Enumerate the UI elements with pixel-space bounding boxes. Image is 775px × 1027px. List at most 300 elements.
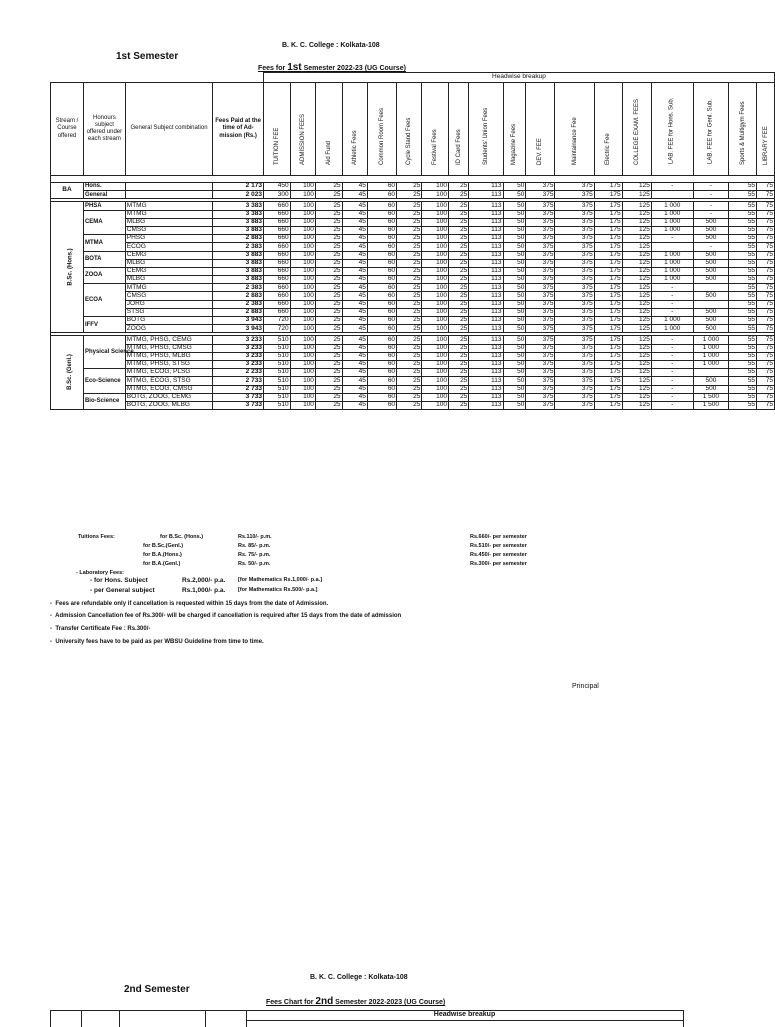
head-value-cell: 125 xyxy=(622,284,651,292)
head-value-cell: 125 xyxy=(622,202,651,210)
head-value-cell: 60 xyxy=(367,284,396,292)
head-value-cell: - xyxy=(651,352,693,360)
head-value-cell: 100 xyxy=(422,325,449,333)
head-value-cell: 25 xyxy=(397,226,422,234)
head-value-cell: 175 xyxy=(594,218,622,226)
head-value-cell: 125 xyxy=(622,210,651,218)
fees-title-sem2-ordinal: 2nd xyxy=(315,996,334,1007)
head-value-cell: 25 xyxy=(315,344,342,352)
head-value-cell: 375 xyxy=(555,202,594,210)
head-value-cell: 75 xyxy=(757,259,775,267)
head-value-cell: 45 xyxy=(342,300,367,308)
table-row xyxy=(51,267,775,275)
head-value-cell: 25 xyxy=(449,218,469,226)
head-value-cell: 25 xyxy=(449,308,469,316)
head-value-cell: 25 xyxy=(315,377,342,385)
head-value-cell: 113 xyxy=(469,183,503,191)
head-value-cell: 50 xyxy=(503,336,526,344)
head-value-cell: - xyxy=(693,210,729,218)
head-value-cell: 25 xyxy=(397,276,422,284)
head-value-cell: 510 xyxy=(263,336,290,344)
head-value-cell: 55 xyxy=(729,317,757,325)
head-value-cell: 55 xyxy=(729,267,757,275)
head-value-cell: 500 xyxy=(693,317,729,325)
head-value-cell: 100 xyxy=(422,226,449,234)
head-value-cell: 75 xyxy=(757,226,775,234)
head-value-cell: 113 xyxy=(469,292,503,300)
head-value-cell: 175 xyxy=(594,251,622,259)
head-value-cell: 375 xyxy=(555,344,594,352)
head-value-cell: 125 xyxy=(622,344,651,352)
head-value-cell: 60 xyxy=(367,352,396,360)
head-value-cell: 100 xyxy=(290,226,315,234)
tuition-ba-genl-monthly: Rs. 50/- p.m. xyxy=(238,561,271,567)
head-value-cell: 25 xyxy=(397,325,422,333)
head-value-cell: 375 xyxy=(526,259,555,267)
head-value-cell: 55 xyxy=(729,352,757,360)
table-row xyxy=(51,292,775,300)
tuition-bsc-hons-monthly: Rs.110/- p.m. xyxy=(238,534,272,540)
head-value-cell: 500 xyxy=(693,235,729,243)
head-value-cell: 25 xyxy=(315,243,342,251)
head-value-cell: 175 xyxy=(594,292,622,300)
head-value-cell: 375 xyxy=(555,226,594,234)
head-value-cell: 1 000 xyxy=(651,202,693,210)
head-value-cell: 25 xyxy=(397,352,422,360)
head-value-cell: 375 xyxy=(555,325,594,333)
head-value-cell: 100 xyxy=(422,183,449,191)
head-value-cell: 75 xyxy=(757,336,775,344)
head-value-cell: 100 xyxy=(422,235,449,243)
head-value-cell: 113 xyxy=(469,235,503,243)
honours-subject-cell: MTMA xyxy=(83,235,125,251)
lab-hons-label: - for Hons. Subject xyxy=(90,577,148,584)
head-value-cell: 375 xyxy=(526,344,555,352)
head-value-cell: 175 xyxy=(594,325,622,333)
head-value-cell: 55 xyxy=(729,218,757,226)
head-value-cell: 100 xyxy=(422,385,449,393)
head-value-cell: 60 xyxy=(367,243,396,251)
head-value-cell: 375 xyxy=(555,259,594,267)
general-combination-cell: MTMG, ECOG, PLSG xyxy=(125,369,212,377)
head-value-cell: 375 xyxy=(555,235,594,243)
head-value-cell: 125 xyxy=(622,317,651,325)
head-value-cell: 100 xyxy=(290,183,315,191)
head-value-cell: 25 xyxy=(397,243,422,251)
head-value-cell: 25 xyxy=(397,360,422,368)
head-value-cell: 100 xyxy=(290,308,315,316)
head-value-cell: 55 xyxy=(729,393,757,401)
head-value-cell: 1 000 xyxy=(651,218,693,226)
head-value-cell: 100 xyxy=(290,243,315,251)
head-value-cell: 113 xyxy=(469,218,503,226)
head-value-cell: 100 xyxy=(290,251,315,259)
fee-table-sem2-partial xyxy=(50,1010,684,1027)
head-value-cell: 375 xyxy=(526,284,555,292)
head-value-cell: 60 xyxy=(367,369,396,377)
general-combination-cell: BOTG xyxy=(125,317,212,325)
head-value-cell: 45 xyxy=(342,202,367,210)
head-value-cell: 25 xyxy=(397,235,422,243)
head-value-cell: 60 xyxy=(367,317,396,325)
col-honours-header: Honours subject offered under each stream xyxy=(83,83,125,176)
head-value-cell: 25 xyxy=(397,308,422,316)
head-value-cell: 45 xyxy=(342,235,367,243)
head-value-cell: 510 xyxy=(263,369,290,377)
head-value-cell: 25 xyxy=(315,308,342,316)
head-value-cell: 55 xyxy=(729,226,757,234)
head-value-cell: 45 xyxy=(342,243,367,251)
head-value-cell: 375 xyxy=(526,210,555,218)
head-value-cell: 75 xyxy=(757,360,775,368)
head-value-cell: 100 xyxy=(290,377,315,385)
head-value-cell: 25 xyxy=(315,202,342,210)
tuition-bsc-hons-semester: Rs.660/- per semester xyxy=(470,534,527,540)
head-value-cell: 175 xyxy=(594,401,622,409)
general-combination-cell: MTMG, PHSG, MLBG xyxy=(125,352,212,360)
head-value-cell: 500 xyxy=(693,267,729,275)
head-value-cell: 60 xyxy=(367,300,396,308)
head-value-cell: 25 xyxy=(449,284,469,292)
head-value-cell: 25 xyxy=(315,369,342,377)
head-value-cell: 375 xyxy=(555,385,594,393)
general-combination-cell: MTMG, PHSG, STSG xyxy=(125,360,212,368)
head-value-cell: 45 xyxy=(342,401,367,409)
head-value-cell: 55 xyxy=(729,344,757,352)
head-value-cell: 50 xyxy=(503,183,526,191)
head-value-cell: 113 xyxy=(469,267,503,275)
head-value-cell: 375 xyxy=(526,336,555,344)
head-value-cell: 113 xyxy=(469,202,503,210)
head-value-cell: 50 xyxy=(503,393,526,401)
head-value-cell: 375 xyxy=(555,292,594,300)
head-value-cell: 500 xyxy=(693,251,729,259)
fees-title-sem2-prefix: Fees Chart for xyxy=(266,999,314,1006)
head-value-cell: 100 xyxy=(290,218,315,226)
fees-paid-cell: 2 383 xyxy=(213,300,264,308)
head-value-cell: 25 xyxy=(397,183,422,191)
head-value-cell: 500 xyxy=(693,226,729,234)
head-value-cell: 100 xyxy=(422,401,449,409)
head-value-cell: 55 xyxy=(729,235,757,243)
head-value-cell: 75 xyxy=(757,393,775,401)
head-value-cell: 125 xyxy=(622,183,651,191)
head-col-2: Aid Fund xyxy=(315,83,342,176)
honours-subject-cell: General xyxy=(83,191,125,199)
head-value-cell: 113 xyxy=(469,243,503,251)
head-value-cell: 60 xyxy=(367,251,396,259)
table-row xyxy=(51,284,775,292)
head-value-cell: 50 xyxy=(503,300,526,308)
head-value-cell: 25 xyxy=(449,183,469,191)
head-value-cell: 175 xyxy=(594,284,622,292)
fees-paid-cell: 3 883 xyxy=(213,251,264,259)
head-value-cell: 660 xyxy=(263,292,290,300)
tuition-ba-genl-semester: Rs.300/- per semester xyxy=(470,561,527,567)
head-value-cell: 375 xyxy=(526,243,555,251)
head-value-cell: 100 xyxy=(290,360,315,368)
head-value-cell: 25 xyxy=(315,300,342,308)
head-value-cell: 50 xyxy=(503,360,526,368)
head-value-cell: 375 xyxy=(526,393,555,401)
honours-subject-cell: IFFV xyxy=(83,317,125,333)
head-value-cell: 1 000 xyxy=(651,259,693,267)
tuition-bsc-genl-monthly: Rs. 85/- p.m. xyxy=(238,543,271,549)
head-value-cell: 25 xyxy=(397,385,422,393)
head-value-cell: 45 xyxy=(342,393,367,401)
head-value-cell: 375 xyxy=(555,336,594,344)
head-value-cell: 60 xyxy=(367,325,396,333)
head-value-cell: 375 xyxy=(555,218,594,226)
semester-title-sem2: 2nd Semester xyxy=(124,984,190,995)
head-value-cell: 55 xyxy=(729,308,757,316)
head-value-cell: 55 xyxy=(729,210,757,218)
general-combination-cell: MLBG xyxy=(125,259,212,267)
head-value-cell: 50 xyxy=(503,385,526,393)
fees-paid-cell: 2 023 xyxy=(213,191,264,199)
head-value-cell: 45 xyxy=(342,267,367,275)
head-value-cell: 100 xyxy=(422,360,449,368)
head-value-cell: 500 xyxy=(693,385,729,393)
head-value-cell: 175 xyxy=(594,243,622,251)
column-header-row xyxy=(51,83,775,176)
honours-subject-cell: Bio-Science xyxy=(83,393,125,409)
head-value-cell: 660 xyxy=(263,259,290,267)
head-value-cell: 100 xyxy=(422,292,449,300)
head-value-cell: 25 xyxy=(397,251,422,259)
head-value-cell: 75 xyxy=(757,352,775,360)
head-value-cell: 720 xyxy=(263,317,290,325)
head-value-cell: 55 xyxy=(729,284,757,292)
table-row xyxy=(51,210,775,218)
head-value-cell: 25 xyxy=(315,276,342,284)
head-value-cell: 375 xyxy=(555,369,594,377)
head-value-cell: 375 xyxy=(526,308,555,316)
head-value-cell: 100 xyxy=(290,325,315,333)
head-value-cell: 25 xyxy=(315,317,342,325)
head-value-cell: 125 xyxy=(622,377,651,385)
head-value-cell: 100 xyxy=(290,259,315,267)
head-value-cell: 75 xyxy=(757,377,775,385)
head-value-cell: 45 xyxy=(342,369,367,377)
head-value-cell: 125 xyxy=(622,336,651,344)
head-value-cell: 660 xyxy=(263,267,290,275)
head-col-8: Students' Union Fees xyxy=(469,83,503,176)
head-value-cell: 100 xyxy=(422,251,449,259)
head-value-cell: 113 xyxy=(469,210,503,218)
general-combination-cell: CEMG xyxy=(125,251,212,259)
fees-paid-cell: 3 233 xyxy=(213,336,264,344)
head-value-cell: 375 xyxy=(555,360,594,368)
head-value-cell: 50 xyxy=(503,317,526,325)
lab-general-label: - per General subject xyxy=(90,587,155,594)
head-value-cell: - xyxy=(651,284,693,292)
general-combination-cell: BOTG, ZOOG, CEMG xyxy=(125,393,212,401)
lab-hons-note: [for Mathematics Rs.1,000/- p.a.] xyxy=(238,577,323,583)
head-value-cell: 375 xyxy=(526,267,555,275)
stream-cell: BA xyxy=(51,183,84,199)
head-value-cell: 25 xyxy=(315,218,342,226)
college-name-sem2: B. K. C. College : Kolkata-108 xyxy=(310,974,408,981)
head-value-cell: - xyxy=(651,377,693,385)
head-value-cell: 55 xyxy=(729,401,757,409)
general-combination-cell: STSG xyxy=(125,308,212,316)
head-value-cell: 1 500 xyxy=(693,393,729,401)
head-value-cell: 50 xyxy=(503,401,526,409)
general-combination-cell: MTMG, PHSG, CEMG xyxy=(125,336,212,344)
head-col-13: COLLEGE EXAM. FEES xyxy=(622,83,651,176)
head-value-cell: 660 xyxy=(263,210,290,218)
head-value-cell: 75 xyxy=(757,308,775,316)
head-value-cell: 113 xyxy=(469,385,503,393)
fees-paid-cell: 2 883 xyxy=(213,292,264,300)
head-value-cell: 45 xyxy=(342,336,367,344)
head-value-cell: 175 xyxy=(594,393,622,401)
head-value-cell: 45 xyxy=(342,183,367,191)
head-value-cell: 100 xyxy=(422,191,449,199)
head-value-cell: 500 xyxy=(693,377,729,385)
table-row xyxy=(51,377,775,385)
head-value-cell: 375 xyxy=(526,360,555,368)
tuition-ba-genl: for B.A.(Genl.) xyxy=(143,561,181,567)
head-col-4: Common Room Fees xyxy=(367,83,396,176)
head-value-cell: - xyxy=(693,191,729,199)
head-value-cell: 113 xyxy=(469,259,503,267)
head-value-cell: 375 xyxy=(526,202,555,210)
head-value-cell: 50 xyxy=(503,344,526,352)
fees-paid-cell: 2 383 xyxy=(213,284,264,292)
table-row xyxy=(51,300,775,308)
head-value-cell: 175 xyxy=(594,352,622,360)
headwise-breakup-header-sem2: Headwise breakup xyxy=(246,1011,683,1021)
head-value-cell: 375 xyxy=(555,267,594,275)
honours-subject-cell: BOTA xyxy=(83,251,125,267)
note-refund: - Fees are refundable only if cancellation is requested within 15 days from the date of Admission. xyxy=(50,601,329,607)
head-value-cell: 55 xyxy=(729,325,757,333)
table-row xyxy=(51,352,775,360)
head-value-cell: 100 xyxy=(290,191,315,199)
head-value-cell: 100 xyxy=(290,235,315,243)
general-combination-cell: MTMG xyxy=(125,210,212,218)
head-value-cell: 100 xyxy=(290,385,315,393)
col-stream-header: Stream / Course offered xyxy=(51,83,84,176)
head-value-cell: - xyxy=(693,202,729,210)
honours-subject-cell: PHSA xyxy=(83,202,125,210)
general-combination-cell: MTMG, ECOG, STSG xyxy=(125,377,212,385)
head-col-12: Electric Fee xyxy=(594,83,622,176)
college-name: B. K. C. College : Kolkata-108 xyxy=(282,42,380,49)
head-value-cell: 25 xyxy=(449,300,469,308)
head-value-cell: 175 xyxy=(594,267,622,275)
head-value-cell: 100 xyxy=(422,243,449,251)
tuition-ba-hons: for B.A.(Hons.) xyxy=(143,552,182,558)
head-value-cell: 50 xyxy=(503,191,526,199)
head-value-cell: 55 xyxy=(729,251,757,259)
head-value-cell: 175 xyxy=(594,191,622,199)
head-col-7: ID Card Fees xyxy=(449,83,469,176)
head-value-cell: 375 xyxy=(526,251,555,259)
head-value-cell: 25 xyxy=(449,336,469,344)
head-value-cell: 60 xyxy=(367,377,396,385)
head-value-cell: 50 xyxy=(503,202,526,210)
head-value-cell: 375 xyxy=(526,317,555,325)
head-value-cell: 25 xyxy=(315,183,342,191)
table-row xyxy=(51,218,775,226)
head-value-cell: 55 xyxy=(729,202,757,210)
head-value-cell: 375 xyxy=(555,377,594,385)
head-value-cell: 1 000 xyxy=(651,251,693,259)
head-value-cell: 375 xyxy=(526,276,555,284)
head-value-cell: 113 xyxy=(469,369,503,377)
head-value-cell xyxy=(693,300,729,308)
head-value-cell: 113 xyxy=(469,325,503,333)
head-value-cell: 100 xyxy=(422,317,449,325)
head-value-cell: 125 xyxy=(622,308,651,316)
head-value-cell: 25 xyxy=(449,393,469,401)
head-value-cell xyxy=(651,243,693,251)
general-combination-cell xyxy=(125,183,212,191)
head-value-cell: 113 xyxy=(469,377,503,385)
head-value-cell: 55 xyxy=(729,300,757,308)
head-value-cell: 75 xyxy=(757,210,775,218)
head-value-cell: 60 xyxy=(367,267,396,275)
note-transfer-certificate: - Transfer Certificate Fee : Rs.300/- xyxy=(50,626,151,632)
head-value-cell: 60 xyxy=(367,183,396,191)
head-value-cell: 1 000 xyxy=(651,267,693,275)
head-value-cell: 125 xyxy=(622,393,651,401)
table-row xyxy=(51,226,775,234)
head-value-cell: 50 xyxy=(503,352,526,360)
head-value-cell: 25 xyxy=(397,210,422,218)
head-value-cell: 375 xyxy=(526,183,555,191)
head-value-cell: 375 xyxy=(555,276,594,284)
table-row xyxy=(51,251,775,259)
head-value-cell: 375 xyxy=(526,218,555,226)
head-value-cell: 100 xyxy=(422,377,449,385)
fees-paid-cell: 3 943 xyxy=(213,317,264,325)
head-value-cell: 375 xyxy=(555,243,594,251)
head-value-cell: 125 xyxy=(622,276,651,284)
head-value-cell: 60 xyxy=(367,259,396,267)
head-value-cell: 25 xyxy=(397,377,422,385)
head-value-cell: 45 xyxy=(342,191,367,199)
fees-paid-cell: 2 233 xyxy=(213,369,264,377)
head-value-cell: 25 xyxy=(449,325,469,333)
head-col-9: Magazine Fees xyxy=(503,83,526,176)
honours-subject-cell: CEMA xyxy=(83,210,125,235)
head-value-cell: 50 xyxy=(503,251,526,259)
fees-paid-cell: 2 733 xyxy=(213,377,264,385)
general-combination-cell: CEMG xyxy=(125,267,212,275)
head-value-cell: 175 xyxy=(594,377,622,385)
head-value-cell: 25 xyxy=(397,259,422,267)
lab-general-value: Rs.1,000/- p.a. xyxy=(182,587,226,594)
head-value-cell: 100 xyxy=(290,393,315,401)
head-value-cell: 500 xyxy=(693,218,729,226)
fees-paid-cell: 3 233 xyxy=(213,360,264,368)
head-value-cell: 1 000 xyxy=(651,317,693,325)
head-value-cell: 45 xyxy=(342,344,367,352)
table-row xyxy=(51,202,775,210)
head-value-cell: 660 xyxy=(263,243,290,251)
head-value-cell: 60 xyxy=(367,360,396,368)
head-value-cell: 60 xyxy=(367,292,396,300)
head-value-cell: 60 xyxy=(367,336,396,344)
head-value-cell: 100 xyxy=(290,369,315,377)
head-value-cell: 50 xyxy=(503,284,526,292)
head-value-cell: 100 xyxy=(290,352,315,360)
table-row xyxy=(51,336,775,344)
